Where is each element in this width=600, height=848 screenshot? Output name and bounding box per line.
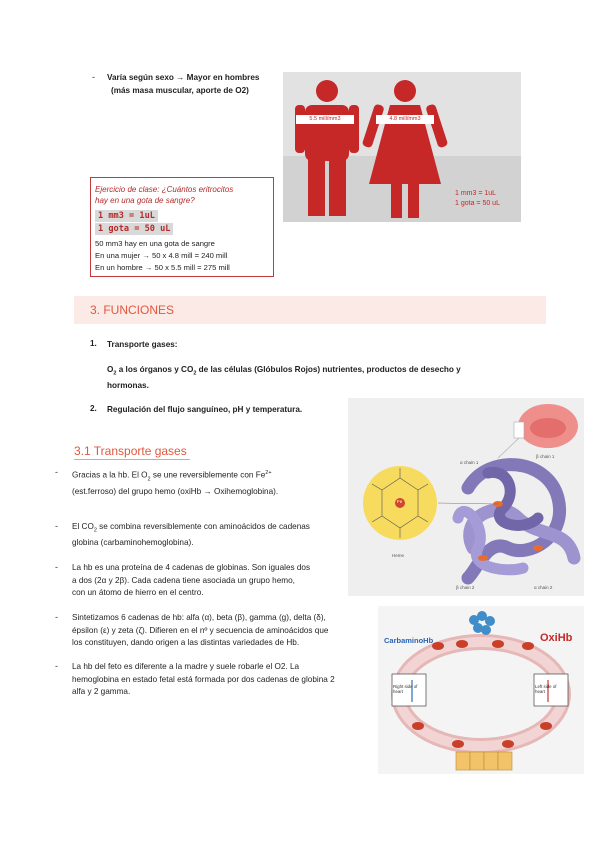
alpha-chain-1-label: α chain 1 [460, 460, 479, 465]
co2-text: a los órganos y CO [116, 365, 194, 374]
unit-note-line-1: 1 mm3 = 1uL [455, 190, 497, 197]
exercise-line-2: En una mujer → 50 x 4.8 mill = 240 mill [95, 251, 228, 260]
heading-underline [74, 459, 190, 460]
rbc-sex-figure [283, 72, 521, 222]
oxihb-label: OxiHb [540, 632, 573, 644]
item-1-title: Transporte gases: [107, 340, 178, 349]
b1-text-a: Gracias a la hb. El O [72, 470, 148, 480]
item-1-number: 1. [90, 339, 97, 348]
sex-line-2: (más masa muscular, aporte de O2) [111, 85, 249, 95]
iron-label: Fe [397, 499, 403, 504]
bullet-hb-chains-line-3: los constituyen, dando origen a las distintas variedades de Hb. [72, 638, 300, 647]
exercise-title-line-2: hay en una gota de sangre? [95, 196, 195, 205]
globin-chains [458, 465, 574, 578]
bullet-co2 [72, 521, 337, 550]
bullet-co2-line-1 [72, 521, 337, 537]
exercise-highlight-2: 1 gota = 50 uL [95, 223, 173, 235]
bullet-hb-chains [72, 612, 372, 650]
bullet-hb-chains-line-2: épsilon (ε) y zeta (ζ). Difieren en el nº y secuencia de aminoácidos que [72, 625, 329, 635]
o2-text: O [107, 365, 114, 374]
b2-co2-subscript: 2 [93, 527, 97, 534]
exercise-line-3: En un hombre → 50 x 5.5 mill = 275 mill [95, 263, 230, 272]
bullet-dash: - [55, 562, 58, 572]
hemoglobin-illustration [348, 398, 584, 596]
exercise-title [95, 184, 270, 206]
item-1-line-2: hormonas. [107, 381, 149, 391]
beta-chain-2-label: β chain 2 [456, 585, 475, 590]
female-count-label: 4.8 mill/mm3 [376, 115, 434, 124]
exercise-line-1: 50 mm3 hay en una gota de sangre [95, 239, 215, 248]
bullet-hb-structure-line-2: a dos (2α y 2β). Cada cadena tiene asociada un grupo hemo, [72, 575, 295, 585]
exercise-box [90, 177, 274, 277]
exercise-title-line-1: Ejercicio de clase: ¿Cuántos eritrocitos [95, 185, 234, 194]
item-1-description [107, 364, 487, 393]
heme-label: Heme [392, 553, 405, 558]
sex-paragraph [107, 72, 277, 97]
b1-text-b: se une reversiblemente con Fe [150, 470, 266, 480]
unit-note-line-2: 1 gota = 50 uL [455, 200, 500, 207]
b1-fe-superscript: 2+ [265, 470, 272, 476]
item-2-title: Regulación del flujo sanguíneo, pH y temperatura. [107, 405, 303, 414]
b2-text-b: se combina reversiblemente con aminoácidos de cadenas [96, 522, 310, 531]
bullet-hb-structure-line-1: La hb es una proteína de 4 cadenas de globinas. Son iguales dos [72, 563, 311, 572]
bullet-hb-fe-line-1 [72, 467, 337, 486]
hemoglobin-figure [348, 398, 584, 596]
exercise-highlight-1: 1 mm3 = 1uL [95, 210, 158, 222]
b1-o2-subscript: 2 [147, 476, 151, 483]
item-2-number: 2. [90, 404, 97, 413]
bullet-dash: - [55, 467, 58, 477]
bullet-hb-structure-line-3: con un átomo de hierro en el centro. [72, 588, 204, 597]
unit-note [455, 189, 517, 209]
alveoli [469, 611, 495, 635]
bullet-hb-chains-line-1: Sintetizamos 6 cadenas de hb: alfa (α), beta (β), gamma (g), delta (δ), [72, 613, 326, 622]
alpha-chain-2-label: α chain 2 [534, 585, 553, 590]
male-count-label: 5.5 mill/mm3 [296, 115, 354, 124]
female-icon [362, 80, 449, 218]
co2-subscript: 2 [193, 370, 197, 377]
right-heart-label: Right side of heart [393, 684, 418, 694]
beta-chain-1-label: β chain 1 [536, 454, 555, 459]
carbaminohb-label: CarbaminoHb [384, 636, 434, 645]
left-heart-label: Left side of heart [535, 684, 557, 694]
bullet-dash: - [92, 72, 95, 82]
o2-subscript: 2 [113, 370, 117, 377]
bullet-fetal-hb-line-1: La hb del feto es diferente a la madre y suele robarle el O2. La [72, 662, 300, 671]
circulation-figure [378, 606, 584, 774]
bullet-hb-fe-line-2: (est.ferroso) del grupo hemo (oxiHb → Oxihemoglobina). [72, 486, 279, 496]
bullet-dash: - [55, 521, 58, 531]
bullet-dash: - [55, 612, 58, 622]
section-heading-transporte: 3.1 Transporte gases [74, 444, 187, 458]
bullet-hb-structure [72, 562, 342, 600]
bullet-fetal-hb-line-2: hemoglobina en estado fetal está formada por dos cadenas de globina 2 [72, 674, 335, 684]
sex-line-1: Varía según sexo → Mayor en hombres [107, 73, 260, 82]
bullet-fetal-hb-line-3: alfa y 2 gamma. [72, 687, 131, 696]
bullet-hb-fe [72, 467, 337, 498]
section-heading-funciones: 3. FUNCIONES [90, 303, 175, 317]
item-1-rest: de las células (Glóbulos Rojos) nutrientes, productos de desecho y [196, 365, 461, 374]
bullet-fetal-hb [72, 661, 372, 699]
male-icon [295, 80, 359, 216]
b2-text-a: El CO [72, 522, 94, 531]
bullet-dash: - [55, 661, 58, 671]
bullet-co2-line-2: globina (carbaminohemoglobina). [72, 538, 194, 548]
tissue-cells [456, 752, 512, 770]
